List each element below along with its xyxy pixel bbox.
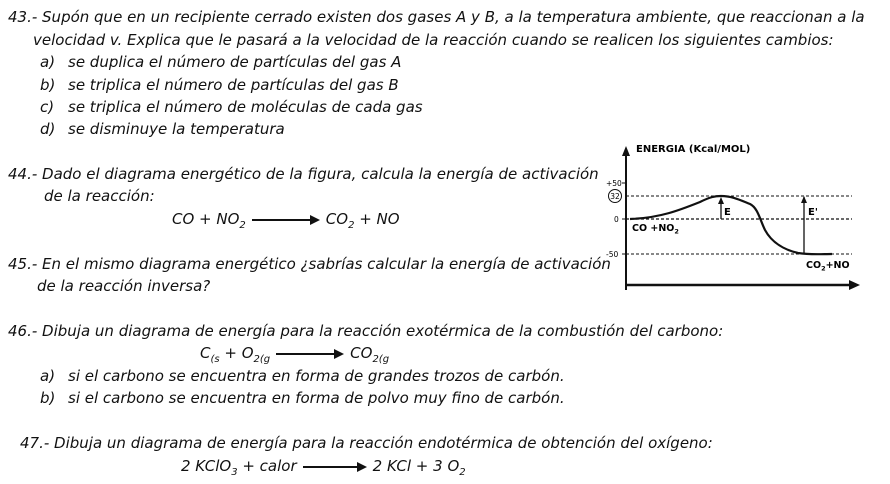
q43-item-d-letter: d) (40, 120, 56, 138)
q46-eq-left-a: C (200, 344, 211, 362)
q43-item-c-letter: c) (40, 98, 55, 116)
q43-line2: velocidad v. Explica que le pasará a la velocidad de la reacción cuando se realicen los siguientes cambios: (33, 31, 834, 49)
q43-item-b-text: se triplica el número de partículas del gas B (68, 76, 399, 94)
q47-eq-left-a: 2 KClO (181, 457, 232, 475)
q45-line2: de la reacción inversa? (37, 277, 211, 295)
reaction-arrow-icon (252, 215, 320, 225)
q47-eq-right-a-sub: 2 (459, 467, 466, 478)
diagram-title: ENERGIA (Kcal/MOL) (636, 144, 751, 155)
q46-equation (200, 344, 389, 369)
q46-item-b-letter: b) (40, 389, 56, 407)
q47-eq-left-a-sub: 3 (231, 467, 238, 478)
q47-line1: 47.- Dibuja un diagrama de energía para la reacción endotérmica de obtención del oxígeno: (20, 434, 713, 452)
q46-item-a-text: si el carbono se encuentra en forma de grandes trozos de carbón. (68, 367, 565, 385)
products-label: $CO_2+NO$ (806, 260, 850, 273)
q43-item-a-letter: a) (40, 53, 56, 71)
label-eprime: E' (808, 207, 818, 218)
x-axis-arrow-icon (849, 280, 860, 290)
q46-line1: 46.- Dibuja un diagrama de energía para la reacción exotérmica de la combustión del carbono: (8, 322, 724, 340)
q46-eq-right-sub: 2(g (372, 354, 390, 365)
energy-diagram (600, 140, 865, 295)
q43-item-a-text: se duplica el número de partículas del gas A (68, 53, 402, 71)
reactants-label: CO $+NO_2$ (632, 223, 679, 236)
q43-item-d-text: se disminuye la temperatura (68, 120, 285, 138)
y-axis-arrow-icon (622, 146, 630, 156)
q43-item-b-letter: b) (40, 76, 56, 94)
tick-0: 0 (614, 215, 619, 224)
q43-item-c-text: se triplica el número de moléculas de cada gas (68, 98, 423, 116)
tick-plus50: +50 (606, 179, 622, 188)
q47-eq-left-b: + calor (237, 457, 297, 475)
q47-equation (181, 457, 466, 482)
eprime-arrow-icon (801, 196, 807, 203)
q44-eq-right-sub: 2 (348, 220, 355, 231)
reaction-arrow-icon (276, 349, 344, 359)
q46-eq-right: CO (350, 344, 373, 362)
q46-item-a-letter: a) (40, 367, 56, 385)
q44-line1: 44.- Dado el diagrama energético de la figura, calcula la energía de activación (8, 165, 599, 183)
q46-eq-left-b-sub: 2(g (253, 354, 271, 365)
q43-line1: 43.- Supón que en un recipiente cerrado existen dos gases A y B, a la temperatura ambiente, que reaccionan a la (8, 8, 865, 26)
label-e: E (724, 207, 731, 218)
q44-eq-right: CO (325, 210, 349, 228)
q46-eq-left-b: + O (219, 344, 254, 362)
q44-eq-left: CO + NO (172, 210, 240, 228)
q47-eq-right-a: 2 KCl + 3 O (372, 457, 460, 475)
reaction-arrow-icon (303, 462, 367, 472)
tick-32: 32 (610, 192, 620, 201)
tick-minus50: -50 (606, 250, 619, 259)
q44-eq-right-tail: + NO (354, 210, 400, 228)
q44-equation (172, 210, 400, 235)
q44-eq-left-sub: 2 (239, 220, 246, 231)
e-arrow-icon (718, 197, 724, 204)
q46-item-b-text: si el carbono se encuentra en forma de polvo muy fino de carbón. (68, 389, 565, 407)
q46-eq-left-a-sub: (s (210, 354, 220, 365)
q44-line2: de la reacción: (44, 187, 155, 205)
q45-line1: 45.- En el mismo diagrama energético ¿sabrías calcular la energía de activación (8, 255, 611, 273)
